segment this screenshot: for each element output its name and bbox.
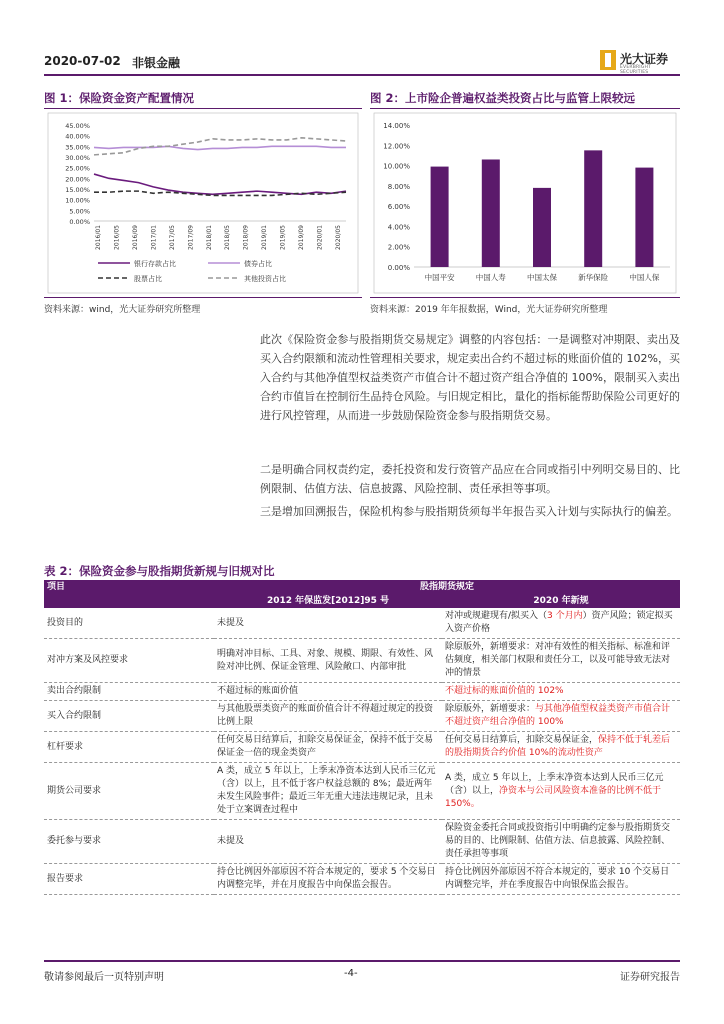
row-new-rule: 除原版外，新增要求：与其他净值型权益类资产市值合计不超过资产组合净值的 100%	[442, 701, 680, 732]
head-old: 2012 年保监发[2012]95 号	[214, 594, 442, 608]
paragraph-1: 此次《保险资金参与股指期货交易规定》调整的内容包括：一是调整对冲期限、卖出及买入合约限额和流动性管理相关要求，规定卖出合约不超过标的账面价值的 102%，买入合约与其他净值型权益类资产市值合计不超过资产组合净值的 100%，限制买入卖出合约市值旨在控制衍生品持仓风险。与旧规定相比，量化的指标能帮助保险公司更好的进行风控管理，从而进一步鼓励保险资金参与股指期货交易。	[260, 333, 680, 422]
fig1-source: 资料来源：wind，光大证券研究所整理	[44, 305, 201, 315]
row-item: 投资目的	[44, 608, 214, 639]
row-old-rule: 持仓比例因外部原因不符合本规定的，要求 5 个交易日内调整完毕，并在月度报告中向保监会报告。	[214, 864, 442, 895]
fig2-ytick: 2.00%	[387, 243, 410, 252]
fig1-xtick: 2016/05	[113, 225, 121, 250]
fig1-xtick: 2020/01	[316, 225, 324, 250]
row-item: 对冲方案及风控要求	[44, 639, 214, 683]
fig1-ytick: 20.00%	[65, 175, 90, 184]
table-row	[44, 639, 680, 683]
paragraph-2: 二是明确合同权责约定，委托投资和发行资管产品应在合同或指引中列明交易目的、比例限制、估值方法、信息披露、风险控制、责任承担等事项。	[260, 463, 680, 495]
row-item: 期货公司要求	[44, 763, 214, 820]
fig2-source: 资料来源：2019 年年报数据，Wind，光大证券研究所整理	[370, 305, 608, 315]
fig2-xtick: 中国太保	[527, 273, 557, 282]
fig1-series-line	[94, 174, 346, 194]
fig1-xtick: 2018/09	[242, 225, 250, 250]
fig1-ytick: 30.00%	[65, 154, 90, 162]
fig1-legend-label: 债券占比	[244, 260, 272, 268]
fig1-ytick: 35.00%	[65, 143, 90, 152]
table-row	[44, 820, 680, 864]
table-body	[44, 608, 680, 895]
fig1-legend-label: 其他投资占比	[244, 275, 286, 283]
report-date: 2020-07-02	[44, 54, 121, 68]
new-rule-highlight: 与其他净值型权益类资产市值合计不超过资产组合净值的 100%	[445, 704, 671, 727]
fig1-ytick: 5.00%	[69, 207, 90, 216]
page-header	[44, 48, 680, 76]
row-new-rule: 对冲或规避现有/拟买入（3 个月内）资产风险；锁定拟买入资产价格	[442, 608, 680, 639]
table-row	[44, 701, 680, 732]
fig2-ytick: 8.00%	[387, 182, 410, 191]
head-new: 2020 年新规	[442, 594, 680, 608]
fig1-legend-label: 股票占比	[134, 275, 162, 283]
fig1-ytick: 45.00%	[65, 122, 90, 130]
row-old-rule: A 类，成立 5 年以上，上季末净资本达到人民币三亿元（含）以上，且不低于客户权益总额的 8%；最近两年未发生风险事件；最近三年无重大违法违规记录，且未处于立案调查过程中	[214, 763, 442, 820]
fig1-xtick: 2016/09	[131, 225, 139, 250]
fig1-xtick: 2019/01	[261, 225, 269, 250]
fig2-xtick: 中国人保	[629, 273, 660, 282]
fig2-bar	[584, 150, 602, 267]
row-new-rule: A 类，成立 5 年以上，上季末净资本达到人民币三亿元（含）以上，净资本与公司风险资本准备的比例不低于 150%。	[442, 763, 680, 820]
fig2-ytick: 4.00%	[387, 223, 410, 232]
fig2-ytick: 12.00%	[383, 142, 410, 151]
fig2-bar	[533, 188, 551, 267]
table-row	[44, 864, 680, 895]
fig1-ytick: 10.00%	[65, 196, 90, 205]
table-title: 表 2：保险资金参与股指期货新规与旧规对比	[44, 564, 275, 578]
fig1-series-line	[94, 146, 346, 149]
fig1-ytick: 0.00%	[69, 218, 90, 226]
row-item: 卖出合约限制	[44, 683, 214, 701]
row-old-rule: 未提及	[214, 820, 442, 864]
new-rule-highlight: 不超过标的账面价值的 102%	[445, 686, 564, 696]
company-logo	[600, 48, 680, 74]
row-new-rule: 除原版外，新增要求：对冲有效性的相关指标、标准和评估频度，相关部门权限和责任分工，以及可能导致无法对冲的情景	[442, 639, 680, 683]
fig2-bar	[635, 168, 653, 267]
row-new-rule: 保险资金委托合同或投资指引中明确约定参与股指期货交易的目的、比例限制、估值方法、信息披露、风险控制、责任承担等事项	[442, 820, 680, 864]
fig1-xtick: 2020/05	[335, 225, 342, 250]
new-rule-highlight: 3 个月内	[547, 611, 583, 621]
fig1-ytick: 25.00%	[65, 164, 90, 173]
row-old-rule: 明确对冲目标、工具、对象、规模、期限、有效性、风险对冲比例、保证金管理、风险敞口、内部审批	[214, 639, 442, 683]
fig2-frame	[374, 113, 676, 293]
row-item: 报告要求	[44, 864, 214, 895]
fig1-box	[44, 108, 362, 298]
report-sector: 非银金融	[132, 56, 181, 70]
page-footer	[44, 960, 680, 986]
footer-disclaimer: 敬请参阅最后一页特别声明	[44, 972, 164, 983]
table-row	[44, 732, 680, 763]
fig2-xtick: 中国平安	[424, 273, 455, 282]
table-row	[44, 763, 680, 820]
comparison-table	[44, 580, 680, 895]
fig2-ytick: 10.00%	[383, 162, 410, 171]
fig1-xtick: 2019/09	[298, 225, 306, 250]
fig2-chart	[370, 109, 680, 297]
fig1-xtick: 2019/05	[279, 225, 287, 250]
paragraph-3: 三是增加回溯报告，保险机构参与股指期货须每半年报告买入计划与实际执行的偏差。	[260, 505, 678, 518]
fig1-frame	[48, 113, 358, 293]
fig2-xtick: 中国人寿	[475, 273, 506, 282]
row-item: 买入合约限制	[44, 701, 214, 732]
fig2-ytick: 6.00%	[387, 203, 410, 212]
table-row	[44, 608, 680, 639]
fig1-ytick: 15.00%	[65, 186, 90, 194]
table-row	[44, 683, 680, 701]
fig2-title: 图 2：上市险企普遍权益类投资占比与监管上限较远	[370, 91, 636, 105]
fig1-xtick: 2017/09	[187, 225, 195, 250]
logo-subtitle: EVERBRIGHT SECURITIES	[620, 65, 652, 75]
fig1-xtick: 2018/05	[224, 225, 232, 250]
fig1-chart	[44, 109, 362, 297]
fig2-box	[370, 108, 680, 298]
footer-report-type: 证券研究报告	[620, 972, 680, 983]
fig2-ytick: 14.00%	[383, 122, 410, 130]
logo-name: 光大证券	[620, 52, 669, 66]
logo-icon	[600, 50, 616, 70]
row-old-rule: 未提及	[214, 608, 442, 639]
row-new-rule: 持仓比例因外部原因不符合本规定的，要求 10 个交易日内调整完毕，并在季度报告中向银保监会报告。	[442, 864, 680, 895]
fig2-ytick: 0.00%	[387, 264, 410, 272]
fig1-ytick: 40.00%	[65, 132, 90, 141]
row-new-rule	[442, 683, 680, 701]
row-item: 委托参与要求	[44, 820, 214, 864]
new-rule-highlight: 保持不低于轧差后的股指期货合约价值 10%的流动性资产	[445, 735, 671, 758]
fig1-legend-label: 银行存款占比	[134, 260, 176, 268]
fig1-xtick: 2017/01	[150, 225, 158, 250]
row-item: 杠杆要求	[44, 732, 214, 763]
row-old-rule: 任何交易日结算后，扣除交易保证金，保持不低于交易保证金一倍的现金类资产	[214, 732, 442, 763]
page-number: -4-	[344, 968, 358, 979]
row-old-rule: 与其他股票类资产的账面价值合计不得超过规定的投资比例上限	[214, 701, 442, 732]
fig2-bar	[482, 159, 500, 267]
head-group: 股指期货规定	[214, 580, 680, 594]
new-rule-highlight: 净资本与公司风险资本准备的比例不低于 150%。	[445, 785, 662, 809]
fig2-xtick: 新华保险	[578, 273, 609, 282]
fig1-title: 图 1：保险资金资产配置情况	[44, 91, 195, 105]
fig2-bar	[431, 167, 449, 267]
row-old-rule: 不超过标的账面价值	[214, 683, 442, 701]
fig1-xtick: 2017/05	[168, 225, 176, 250]
row-new-rule: 任何交易日结算后，扣除交易保证金，保持不低于轧差后的股指期货合约价值 10%的流动性资产	[442, 732, 680, 763]
fig1-xtick: 2018/01	[205, 225, 213, 250]
head-item: 项目	[44, 580, 214, 594]
fig1-xtick: 2016/01	[95, 225, 102, 250]
